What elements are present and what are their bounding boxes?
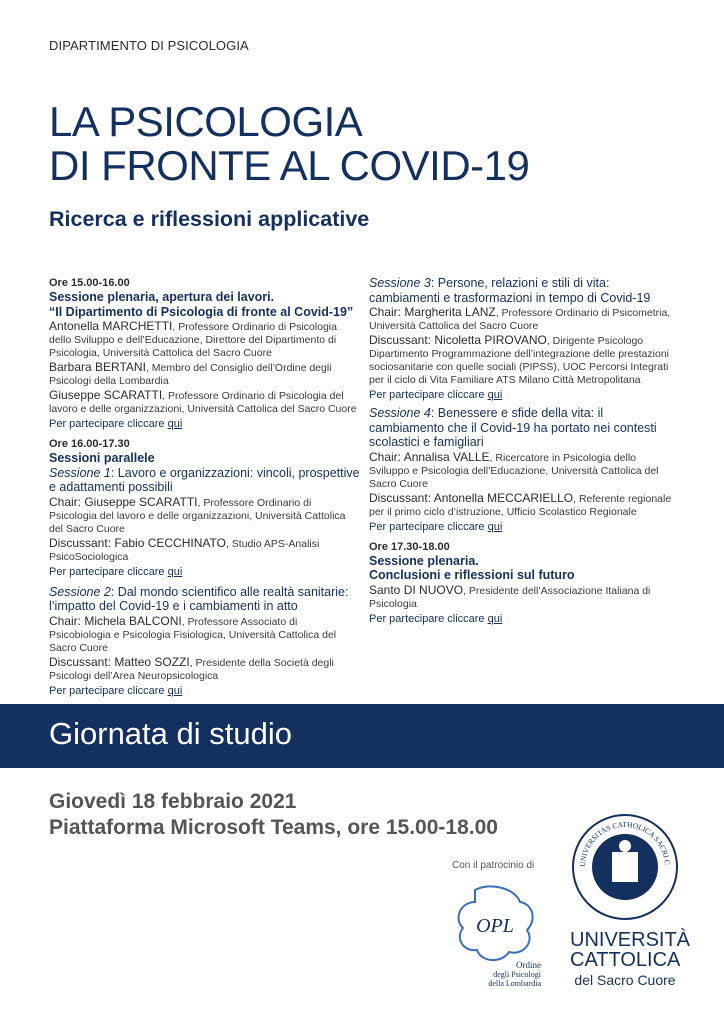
session-label: Sessione 1 <box>49 465 111 480</box>
speaker <box>49 389 361 416</box>
join-link[interactable] <box>369 389 679 402</box>
speaker-name: Barbara BERTANI <box>49 360 146 374</box>
session-heading: “Il Dipartimento di Psicologia di fronte al Covid-19” <box>49 304 354 319</box>
page-title <box>49 100 529 188</box>
speaker <box>369 584 679 611</box>
chair <box>49 615 361 655</box>
session-title <box>369 276 679 305</box>
chair-name: Annalisa VALLE <box>403 449 490 464</box>
program-right-column <box>369 276 679 626</box>
university-line-1: UNIVERSITÀ <box>570 929 691 951</box>
session-topic: : Benessere e sfide della vita: il cambiamento che il Covid-19 ha portato nei contesti scolastici e famigliari <box>369 406 657 449</box>
discussant-role: , Presidente della Società degli Psicologi dell’Area Neuropsicologica <box>49 656 334 682</box>
session-heading: Sessioni parallele <box>49 451 155 465</box>
opl-line-3: della Lombardia <box>488 979 541 988</box>
session-heading: Sessione plenaria. <box>369 553 479 568</box>
discussant <box>49 537 361 564</box>
join-link-qui[interactable]: qui <box>487 389 503 401</box>
join-link[interactable] <box>49 685 361 698</box>
chair-label: Chair: <box>49 494 85 509</box>
speaker-role: , Presidente dell’Associazione Italiana di Psicologia <box>369 584 651 610</box>
chair-name: Margherita LANZ <box>404 305 496 319</box>
university-seal-icon <box>570 812 680 922</box>
opl-emblem-icon <box>445 880 545 990</box>
session-label: Sessione 4 <box>369 406 431 420</box>
discussant <box>369 492 679 519</box>
join-link-text: Per partecipare cliccare <box>369 612 488 625</box>
join-link[interactable] <box>49 566 361 579</box>
event-date-block <box>49 789 498 841</box>
chair-name: Giuseppe SCARATTI <box>84 494 198 509</box>
session-topic: : Dal mondo scientifico alle realtà sanitarie: l’impatto del Covid-19 e i cambiamenti in atto <box>49 584 349 613</box>
patronage-label: Con il patrocinio di <box>452 860 535 871</box>
chair-role: , Professore Associato di Psicobiologia e Psicologia Fisiologica, Università Cattolica del Sacro Cuore <box>49 615 337 654</box>
time-slot: Ore 17.30-18.00 <box>369 540 450 553</box>
opl-logo-text: OPL <box>476 915 514 937</box>
speaker <box>49 361 361 388</box>
university-name <box>570 929 691 990</box>
join-link-qui[interactable]: qui <box>167 418 183 430</box>
chair-role: , Ricercatore in Psicologia dello Sviluppo e Psicologia dell’Educazione, Università Cattolica del Sacro Cuore <box>369 451 659 490</box>
chair-name: Michela BALCONI <box>84 613 182 628</box>
discussant-name: Matteo SOZZI <box>114 654 190 669</box>
chair <box>369 451 679 491</box>
chair-role: , Professore Ordinario di Psicometria, Università Cattolica del Sacro Cuore <box>369 307 671 332</box>
discussant-label: Discussant: <box>49 535 115 550</box>
join-link-text: Per partecipare cliccare <box>49 565 168 578</box>
department-label: DIPARTIMENTO DI PSICOLOGIA <box>49 38 249 53</box>
session-title <box>369 406 679 450</box>
join-link-qui[interactable]: qui <box>167 565 183 578</box>
discussant-label: Discussant: <box>49 654 115 669</box>
time-slot: Ore 16.00-17.30 <box>49 438 130 450</box>
discussant-name: Nicoletta PIROVANO <box>434 333 547 347</box>
session-label: Sessione 3 <box>369 276 431 290</box>
discussant-role: , Dirigente Psicologo Dipartimento Programmazione dell’integrazione delle prestazioni sociosanitarie con quelle sociali (PIPSS), UOC Percorsi Integrati per il ciclo di Vita Familiare ATS Milano Città Metropolitana <box>369 335 669 386</box>
speaker-name: Giuseppe SCARATTI <box>49 388 163 402</box>
chair-label: Chair: <box>369 449 404 464</box>
speaker-role: , Membro del Consiglio dell’Ordine degli Psicologi della Lombardia <box>49 362 332 387</box>
session-title <box>49 585 361 614</box>
discussant-role: , Referente regionale per il primo ciclo d’istruzione, Ufficio Scolastico Regionale <box>369 492 672 518</box>
join-link-text: Per partecipare cliccare <box>369 389 488 401</box>
join-link-text: Per partecipare cliccare <box>49 684 168 697</box>
join-link-qui[interactable]: qui <box>487 520 503 533</box>
discussant-label: Discussant: <box>369 490 434 505</box>
speaker-name: Santo DI NUOVO <box>369 582 464 597</box>
university-line-2: CATTOLICA <box>570 949 681 971</box>
discussant-name: Fabio CECCHINATO <box>114 535 226 550</box>
university-line-3: del Sacro Cuore <box>574 972 676 988</box>
speaker-role: , Professore Ordinario di Psicologia del lavoro e delle organizzazioni, Università Cattolica del Sacro Cuore <box>49 390 357 415</box>
session-topic: : Persone, relazioni e stili di vita: cambiamenti e trasformazioni in tempo di Covid-19 <box>369 276 651 305</box>
seal-text: UNIVERSITAS CATHOLICA SACRI C <box>577 819 672 868</box>
opl-line-1: Ordine <box>516 960 541 970</box>
speaker-name: Antonella MARCHETTI <box>49 319 173 333</box>
join-link[interactable] <box>49 418 361 431</box>
program-left-column <box>49 276 361 698</box>
discussant-name: Antonella MECCARIELLO <box>433 490 574 505</box>
title-line-1: LA PSICOLOGIA <box>49 98 363 145</box>
chair-label: Chair: <box>49 613 85 628</box>
time-slot: Ore 15.00-16.00 <box>49 277 130 289</box>
speaker-role: , Professore Ordinario di Psicologia dello Sviluppo e dell’Educazione, Direttore del Dipartimento di Psicologia, Università Cattolica del Sacro Cuore <box>49 321 337 359</box>
session-heading: Sessione plenaria, apertura dei lavori. <box>49 290 275 304</box>
discussant-label: Discussant: <box>369 333 435 347</box>
session-label: Sessione 2 <box>49 584 111 599</box>
chair-label: Chair: <box>369 305 405 319</box>
discussant-role: , Studio APS-Analisi PsicoSociologica <box>49 537 320 563</box>
join-link-text: Per partecipare cliccare <box>369 520 488 533</box>
page-subtitle: Ricerca e riflessioni applicative <box>49 207 370 231</box>
discussant <box>369 334 679 387</box>
chair <box>369 306 679 333</box>
event-date: Giovedì 18 febbraio 2021 <box>49 790 297 813</box>
chair <box>49 496 361 536</box>
opl-logo <box>445 880 545 990</box>
session-topic: : Lavoro e organizzazioni: vincoli, prospettive e adattamenti possibili <box>49 465 360 494</box>
session-title <box>49 466 361 495</box>
join-link-qui[interactable]: qui <box>167 684 183 697</box>
join-link-text: Per partecipare cliccare <box>49 418 168 430</box>
discussant <box>49 656 361 683</box>
university-seal <box>570 812 680 922</box>
join-link[interactable] <box>369 521 679 534</box>
join-link-qui[interactable]: qui <box>487 612 503 625</box>
title-line-2: DI FRONTE AL COVID-19 <box>49 142 530 189</box>
speaker <box>49 320 361 360</box>
chair-role: , Professore Ordinario di Psicologia del lavoro e delle organizzazioni, Università Cattolica del Sacro Cuore <box>49 496 346 535</box>
session-heading: Conclusioni e riflessioni sul futuro <box>369 568 575 582</box>
join-link[interactable] <box>369 613 679 626</box>
event-type-label: Giornata di studio <box>49 716 292 751</box>
event-platform: Piattaforma Microsoft Teams, ore 15.00-18.00 <box>49 816 498 839</box>
opl-line-2: degli Psicologi <box>493 970 541 979</box>
